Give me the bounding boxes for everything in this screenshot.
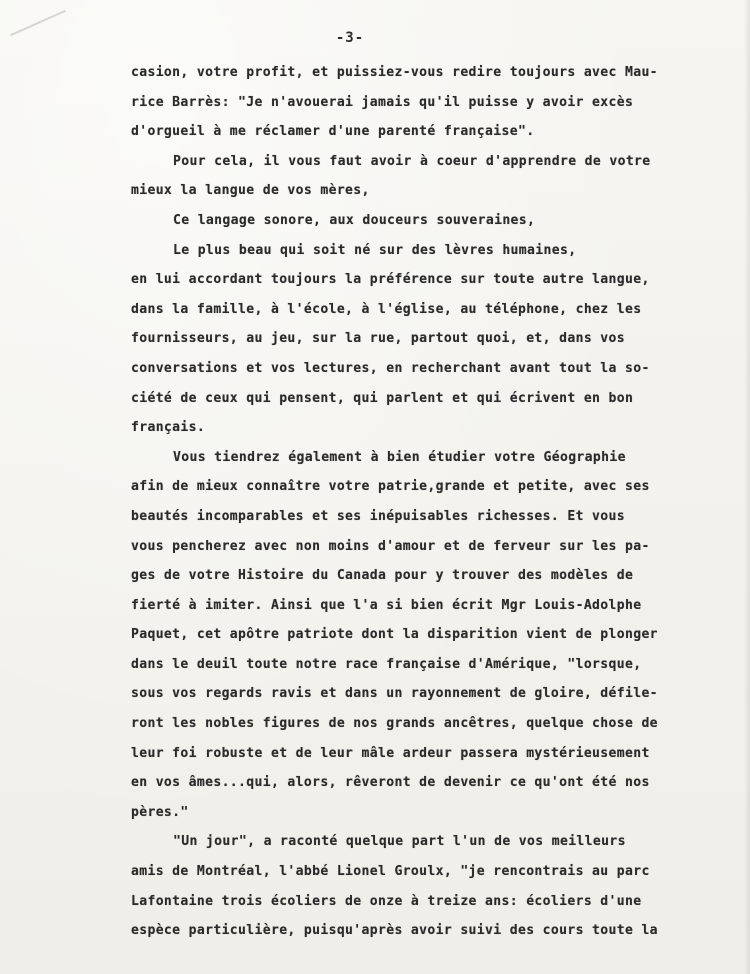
text-line: ges de votre Histoire du Canada pour y trouver des modèles de bbox=[131, 568, 634, 584]
paragraph-start-line: Vous tiendrez également à bien étudier votre Géographie bbox=[173, 449, 626, 465]
text-line: ciété de ceux qui pensent, qui parlent et qui écrivent en bon bbox=[131, 390, 634, 406]
text-line: Lafontaine trois écoliers de onze à treize ans: écoliers d'une bbox=[131, 893, 642, 909]
verse-line: Le plus beau qui soit né sur des lèvres humaines, bbox=[173, 242, 577, 258]
text-line: beautés incomparables et ses inépuisables richesses. Et vous bbox=[131, 508, 625, 524]
text-line: ront les nobles figures de nos grands ancêtres, quelque chose de bbox=[131, 716, 658, 732]
text-line: en vos âmes...qui, alors, rêveront de devenir ce qu'ont été nos bbox=[131, 775, 650, 791]
text-line: en lui accordant toujours la préférence sur toute autre langue, bbox=[131, 272, 650, 288]
verse-line: Ce langage sonore, aux douceurs souveraines, bbox=[173, 212, 536, 228]
text-line: fierté à imiter. Ainsi que l'a si bien écrit Mgr Louis-Adolphe bbox=[131, 597, 642, 613]
text-line: amis de Montréal, l'abbé Lionel Groulx, "je rencontrais au parc bbox=[131, 864, 650, 880]
text-line: français. bbox=[131, 420, 206, 436]
text-line: Paquet, cet apôtre patriote dont la disparition vient de plonger bbox=[131, 627, 658, 643]
paragraph-start-line: "Un jour", a raconté quelque part l'un de vos meilleurs bbox=[173, 834, 626, 850]
text-line: mieux la langue de vos mères, bbox=[131, 183, 370, 199]
text-line: d'orgueil à me réclamer d'une parenté française". bbox=[131, 124, 535, 140]
text-line: rice Barrès: "Je n'avouerai jamais qu'il puisse y avoir excès bbox=[131, 94, 634, 110]
text-line: leur foi robuste et de leur mâle ardeur passera mystérieusement bbox=[131, 745, 650, 761]
text-line: fournisseurs, au jeu, sur la rue, partout quoi, et, dans vos bbox=[131, 331, 625, 347]
text-line: dans la famille, à l'école, à l'église, au téléphone, chez les bbox=[131, 301, 642, 317]
paragraph-start-line: Pour cela, il vous faut avoir à coeur d'apprendre de votre bbox=[173, 153, 651, 169]
text-line: casion, votre profit, et puissiez-vous redire toujours avec Mau- bbox=[131, 65, 658, 80]
text-line: dans le deuil toute notre race française d'Amérique, "lorsque, bbox=[131, 656, 642, 672]
body-text bbox=[131, 58, 701, 946]
text-line: espèce particulière, puisqu'après avoir suivi des cours toute la bbox=[131, 923, 658, 939]
text-line: vous pencherez avec non moins d'amour et de ferveur sur les pa- bbox=[131, 538, 650, 554]
text-line: conversations et vos lectures, en recherchant avant tout la so- bbox=[131, 360, 650, 376]
page-number: -3- bbox=[335, 30, 365, 46]
paper-edge-shadow bbox=[744, 0, 750, 974]
text-line: afin de mieux connaître votre patrie,grande et petite, avec ses bbox=[131, 479, 650, 495]
text-line: sous vos regards ravis et dans un rayonnement de gloire, défile- bbox=[131, 686, 658, 702]
text-line: pères." bbox=[131, 804, 189, 820]
